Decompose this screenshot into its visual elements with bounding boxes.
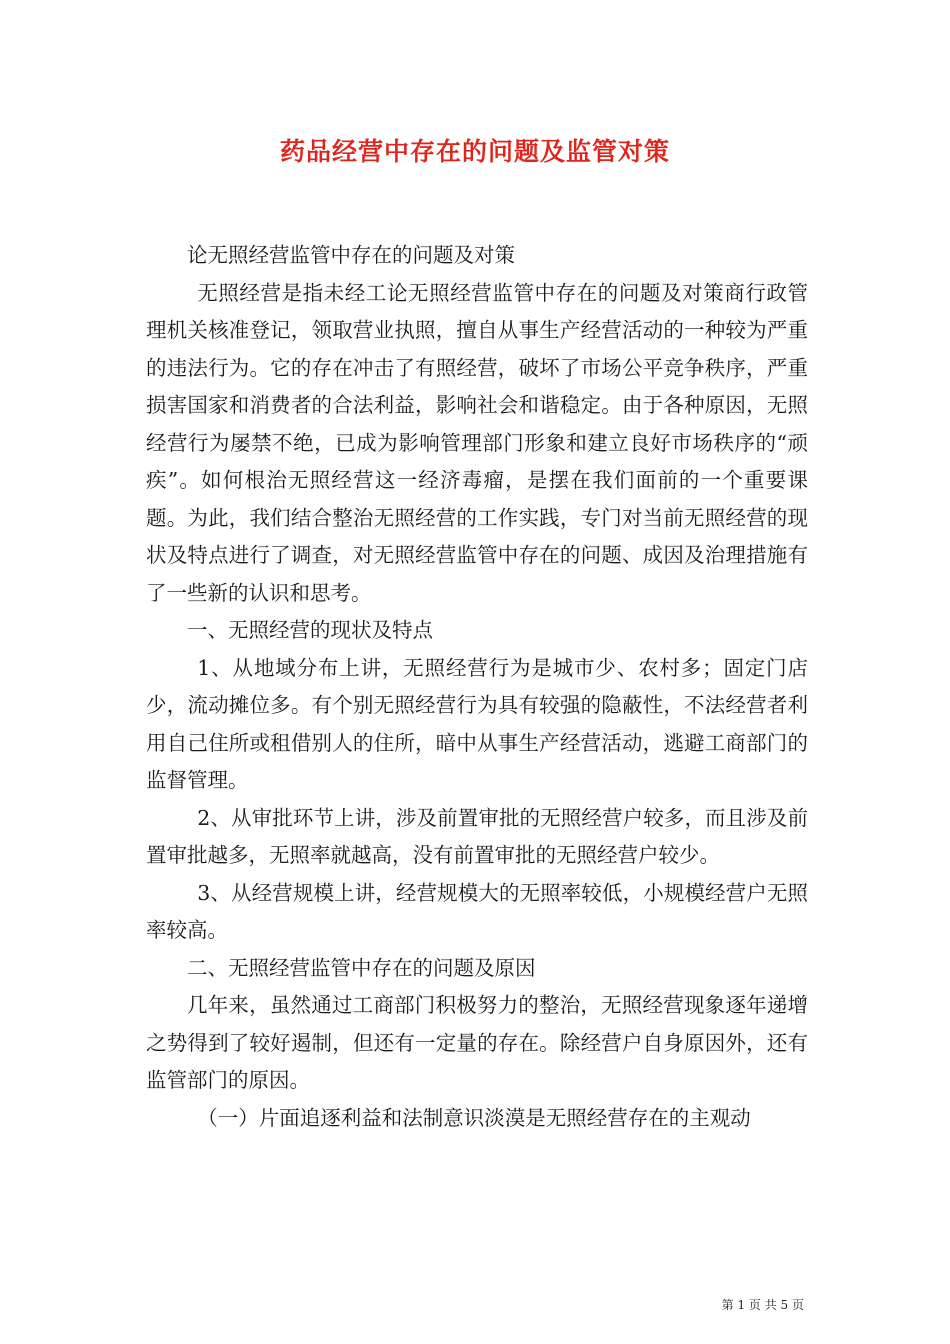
paragraph-point-2: 2、从审批环节上讲，涉及前置审批的无照经营户较多，而且涉及前置审批越多，无照率就越高，没有前置审批的无照经营户较少。 <box>146 805 808 867</box>
document-title: 药品经营中存在的问题及监管对策 <box>279 137 670 166</box>
document-body <box>146 237 808 1137</box>
section-heading-1: 一、无照经营的现状及特点 <box>187 618 433 642</box>
paragraph-section-2: 几年来，虽然通过工商部门积极努力的整治，无照经营现象逐年递增之势得到了较好遏制，但还有一定量的存在。除经营户自身原因外，还有监管部门的原因。 <box>146 993 808 1092</box>
paragraph-subsection-1: （一）片面追逐利益和法制意识淡漠是无照经营存在的主观动 <box>197 1105 751 1130</box>
paragraph-point-3: 3、从经营规模上讲，经营规模大的无照率较低，小规模经营户无照率较高。 <box>146 880 808 942</box>
paragraph-point-1: 1、从地域分布上讲，无照经营行为是城市少、农村多；固定门店少，流动摊位多。有个别无照经营行为具有较强的隐蔽性，不法经营者利用自己住所或租借别人的住所，暗中从事生产经营活动，逃避工商部门的监督管理。 <box>146 655 808 792</box>
page-number: 第 1 页 共 5 页 <box>721 1298 804 1312</box>
paragraph-subtitle: 论无照经营监管中存在的问题及对策 <box>187 243 515 267</box>
section-heading-2: 二、无照经营监管中存在的问题及原因 <box>187 955 536 980</box>
paragraph-intro: 无照经营是指未经工论无照经营监管中存在的问题及对策商行政管理机关核准登记，领取营业执照，擅自从事生产经营活动的一种较为严重的违法行为。它的存在冲击了有照经营，破坏了市场公平竞争秩序，严重损害国家和消费者的合法利益，影响社会和谐稳定。由于各种原因，无照经营行为屡禁不绝，已成为影响管理部门形象和建立良好市场秩序的“顽疾”。如何根治无照经营这一经济毒瘤，是摆在我们面前的一个重要课题。为此，我们结合整治无照经营的工作实践，专门对当前无照经营的现状及特点进行了调查，对无照经营监管中存在的问题、成因及治理措施有了一些新的认识和思考。 <box>146 280 808 605</box>
